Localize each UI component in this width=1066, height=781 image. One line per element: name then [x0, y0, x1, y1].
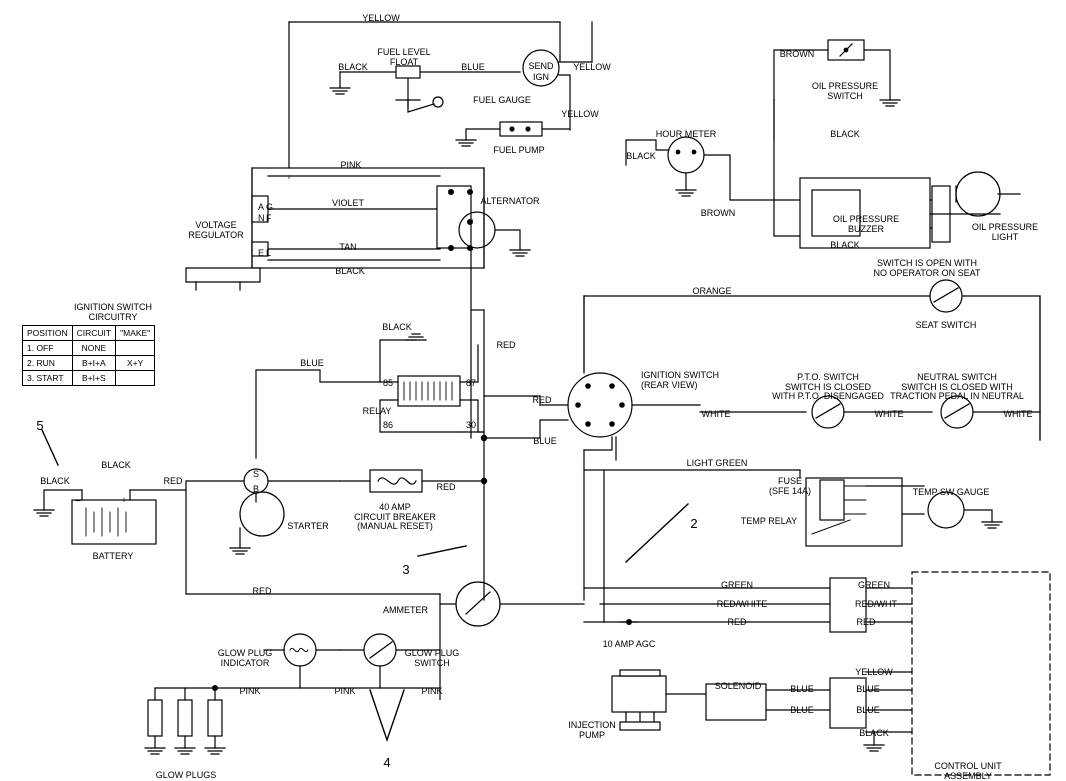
component-label-fuel-gauge: [473, 96, 531, 106]
callout-number-4: 4: [383, 755, 391, 770]
component-label-control-unit-assembly: [934, 762, 1001, 781]
wire-label-black-1: [338, 63, 368, 73]
th-make: "MAKE": [116, 326, 155, 341]
component-label-regulator-terminal-e: [258, 249, 264, 259]
component-label-glow-plug-switch: [405, 649, 460, 668]
component-label-oil-pressure-switch: [812, 82, 878, 101]
wire-label-black-13-line-1: BLACK: [335, 266, 365, 276]
wire-label-blue-41-line-1: BLUE: [790, 705, 814, 715]
wire-label-red-wht-33-line-1: RED/WHT: [855, 599, 897, 609]
component-label-relay-line-1: RELAY: [362, 406, 392, 416]
wire-label-blue-39: [790, 685, 814, 695]
wire-label-black-1-line-1: BLACK: [338, 62, 368, 72]
component-label-fuel-gauge-line-1: FUEL GAUGE: [473, 95, 531, 105]
component-label-fuse-sfe14a-line-2: (SFE 14A): [768, 485, 812, 496]
wire-label-blue-40: [856, 685, 880, 695]
component-label-circuit-breaker-line-2: CIRCUIT BREAKER: [354, 511, 436, 522]
wire-label-white-22: [1004, 410, 1033, 420]
wire-label-violet-11: [332, 199, 364, 209]
component-label-ignition-switch-line-1: IGNITION SWITCH: [641, 370, 719, 380]
component-label-alternator-plus-line-1: +: [468, 215, 474, 225]
wire-label-red-15: [496, 341, 515, 351]
component-label-relay-terminal-30-line-1: 30: [465, 420, 477, 430]
component-label-fuel-gauge-ign: [533, 73, 549, 83]
wire-label-brown-5: [780, 50, 815, 60]
component-label-relay-terminal-85: [383, 379, 393, 389]
component-label-regulator-terminal-g-line-1: G: [266, 202, 274, 212]
component-label-circuit-breaker: [354, 503, 436, 532]
wire-label-pink-35-line-1: PINK: [239, 686, 261, 696]
component-label-ignition-switch-line-2: (REAR VIEW): [641, 379, 698, 390]
component-label-control-unit-assembly-line-2: ASSEMBLY: [944, 770, 992, 781]
component-label-regulator-terminal-f: [266, 214, 272, 224]
wire-label-black-7: [626, 152, 656, 162]
component-label-solenoid-line-1: SOLENOID: [714, 681, 762, 691]
wire-label-red-18: [532, 396, 551, 406]
wire-label-black-13: [335, 267, 365, 277]
component-label-starter-terminal-s: [253, 470, 259, 480]
component-label-regulator-terminal-l: [266, 249, 271, 259]
component-label-regulator-terminal-n-line-1: N: [258, 213, 265, 223]
wire-label-white-20-line-1: WHITE: [701, 409, 731, 419]
wire-label-green-29-line-1: GREEN: [720, 580, 754, 590]
table-row: [23, 341, 155, 356]
component-label-alternator-plus: [468, 216, 473, 226]
wire-label-light-green-23-line-1: LIGHT GREEN: [686, 458, 748, 468]
wire-label-red-27: [436, 483, 455, 493]
component-label-fuel-pump: [493, 146, 544, 156]
callout-number-3: 3: [402, 562, 410, 577]
component-label-voltage-regulator-line-1: VOLTAGE: [195, 220, 237, 230]
wire-label-red-18-line-1: RED: [532, 395, 552, 405]
wire-label-red-26-line-1: RED: [163, 476, 183, 486]
component-label-regulator-terminal-e-line-1: E: [258, 248, 265, 258]
wire-label-white-21: [875, 410, 904, 420]
component-label-regulator-terminal-g: [266, 203, 273, 213]
wire-label-blue-41: [790, 706, 814, 716]
wire-label-blue-40-line-1: BLUE: [856, 684, 880, 694]
component-label-fuel-level-float: [377, 48, 430, 67]
wire-label-pink-37: [421, 687, 442, 697]
component-label-alternator-minus-line-1: –: [468, 244, 474, 254]
component-label-starter: [287, 522, 328, 532]
component-label-ignition-switch: [641, 371, 719, 390]
wire-label-blue-17-line-1: BLUE: [300, 358, 324, 368]
component-label-agc-fuse: [603, 640, 656, 650]
component-label-battery-line-1: BATTERY: [92, 551, 134, 561]
wire-label-black-16-line-1: BLACK: [382, 322, 412, 332]
component-label-hour-meter: [656, 130, 717, 140]
component-label-relay-terminal-87-line-1: 87: [465, 378, 477, 388]
component-label-neutral-switch-line-1: NEUTRAL SWITCH: [917, 372, 997, 382]
component-label-relay-terminal-87: [466, 379, 476, 389]
component-label-fuel-gauge-ign-line-1: IGN: [532, 72, 550, 82]
component-label-starter-terminal-s-line-1: S: [253, 469, 260, 479]
wire-label-red-28: [252, 587, 271, 597]
cell-position-1: 1. OFF: [23, 341, 73, 356]
component-label-control-unit-assembly-line-1: CONTROL UNIT: [934, 761, 1002, 771]
wire-label-red-31: [727, 618, 746, 628]
wire-label-pink-36: [334, 687, 355, 697]
component-label-fuel-gauge-send: [528, 62, 553, 72]
wire-label-black-9: [830, 241, 860, 251]
th-position: POSITION: [23, 326, 73, 341]
component-label-regulator-terminal-a-line-1: A: [258, 202, 265, 212]
wire-label-brown-8-line-1: BROWN: [700, 208, 736, 218]
callout-number-5: 5: [36, 418, 44, 433]
wire-label-red-15-line-1: RED: [496, 340, 516, 350]
wire-label-red-white-30-line-1: RED/WHITE: [716, 599, 768, 609]
cell-circuit-3: B+I+S: [72, 371, 115, 386]
component-label-glow-plug-indicator: [218, 649, 273, 668]
component-label-seat-switch-note: [873, 259, 980, 278]
wire-label-pink-36-line-1: PINK: [334, 686, 356, 696]
component-label-circuit-breaker-line-3: (MANUAL RESET): [357, 521, 433, 532]
wire-label-yellow-38-line-1: YELLOW: [855, 667, 893, 677]
component-label-glow-plug-switch-line-1: GLOW PLUG: [404, 648, 460, 658]
wire-label-yellow-4-line-1: YELLOW: [561, 109, 599, 119]
component-label-oil-pressure-buzzer-line-2: BUZZER: [848, 223, 884, 234]
component-label-neutral-switch-line-3: TRACTION PEDAL IN NEUTRAL: [890, 391, 1024, 402]
wire-label-red-26: [163, 477, 182, 487]
component-label-injection-pump-line-1: INJECTION: [568, 720, 616, 730]
component-label-pto-switch-line-3: WITH P.T.O. DISENGAGED: [772, 391, 884, 402]
cell-position-3: 3. START: [23, 371, 73, 386]
wire-label-brown-5-line-1: BROWN: [779, 49, 815, 59]
wire-label-blue-42: [856, 706, 880, 716]
wire-label-black-9-line-1: BLACK: [830, 240, 860, 250]
component-label-temp-relay-line-1: TEMP RELAY: [740, 516, 798, 526]
component-label-oil-pressure-buzzer-line-1: OIL PRESSURE: [832, 214, 900, 224]
wire-label-black-25: [40, 477, 70, 487]
wire-label-yellow-38: [855, 668, 893, 678]
component-label-circuit-breaker-line-1: 40 AMP: [379, 502, 411, 512]
wire-label-brown-8: [701, 209, 736, 219]
component-label-regulator-terminal-n: [258, 214, 265, 224]
wire-label-yellow-3-line-1: YELLOW: [573, 62, 611, 72]
wire-label-black-16: [382, 323, 412, 333]
component-label-neutral-switch-line-2: SWITCH IS CLOSED WITH: [901, 381, 1013, 392]
component-label-pto-switch: [772, 373, 884, 402]
wire-label-green-32: [858, 581, 890, 591]
component-label-seat-switch-note-line-2: NO OPERATOR ON SEAT: [873, 267, 981, 278]
component-label-temp-sw-gauge: [913, 488, 990, 498]
table-header-row: [23, 326, 155, 341]
component-label-seat-switch-note-line-1: SWITCH IS OPEN WITH: [876, 258, 977, 268]
cell-make-2: X+Y: [116, 356, 155, 371]
component-label-glow-plugs: [156, 771, 217, 781]
wire-label-light-green-23: [687, 459, 748, 469]
component-label-pto-switch-line-2: SWITCH IS CLOSED: [784, 381, 872, 392]
wire-label-tan-12: [339, 243, 356, 253]
cell-circuit-1: NONE: [72, 341, 115, 356]
wire-label-black-6-line-1: BLACK: [830, 129, 860, 139]
ignition-switch-table: [22, 325, 155, 386]
ignition-table-caption-line2: CIRCUITRY: [88, 312, 138, 322]
wire-label-pink-35: [239, 687, 260, 697]
component-label-battery-minus-line-1: –: [75, 495, 81, 505]
wire-label-yellow-3: [573, 63, 611, 73]
component-label-fuel-pump-line-1: FUEL PUMP: [493, 145, 545, 155]
cell-make-3: [116, 371, 155, 386]
wire-label-red-31-line-1: RED: [727, 617, 747, 627]
wire-label-red-wht-33: [855, 600, 897, 610]
component-label-injection-pump-line-2: PUMP: [578, 729, 606, 740]
wire-label-pink-37-line-1: PINK: [421, 686, 443, 696]
component-label-relay: [363, 407, 392, 417]
component-label-seat-switch-line-1: SEAT SWITCH: [915, 320, 977, 330]
component-label-agc-fuse-line-1: 10 AMP AGC: [602, 639, 656, 649]
component-label-battery-minus: [75, 496, 80, 506]
component-label-oil-pressure-light-line-2: LIGHT: [991, 231, 1019, 242]
component-label-fuel-gauge-send-line-1: SEND: [528, 61, 554, 71]
component-label-regulator-terminal-a: [258, 203, 264, 213]
component-label-voltage-regulator: [188, 221, 243, 240]
component-label-alternator-line-1: ALTERNATOR: [480, 196, 540, 206]
component-label-ammeter-line-1: AMMETER: [383, 605, 428, 615]
component-label-seat-switch: [916, 321, 977, 331]
wire-label-red-white-30: [717, 600, 768, 610]
wire-label-blue-39-line-1: BLUE: [790, 684, 814, 694]
wire-label-white-20: [702, 410, 731, 420]
wire-label-orange-14: [692, 287, 731, 297]
wire-label-black-6: [830, 130, 860, 140]
component-label-relay-terminal-85-line-1: 85: [382, 378, 394, 388]
wire-label-green-32-line-1: GREEN: [857, 580, 891, 590]
wire-label-blue-19-line-1: BLUE: [533, 436, 557, 446]
component-label-glow-plug-indicator-line-2: INDICATOR: [220, 657, 270, 668]
wire-label-black-24: [101, 461, 131, 471]
wire-label-blue-2: [461, 63, 485, 73]
component-label-fuel-level-float-line-2: FLOAT: [389, 56, 419, 67]
component-label-glow-plug-switch-line-2: SWITCH: [414, 657, 450, 668]
wire-label-orange-14-line-1: ORANGE: [692, 286, 732, 296]
cell-position-2: 2. RUN: [23, 356, 73, 371]
wire-label-white-22-line-1: WHITE: [1003, 409, 1033, 419]
wire-label-blue-42-line-1: BLUE: [856, 705, 880, 715]
component-label-pto-switch-line-1: P.T.O. SWITCH: [797, 372, 859, 382]
wire-label-pink-10-line-1: PINK: [340, 160, 362, 170]
cell-make-1: [116, 341, 155, 356]
component-label-temp-relay: [741, 517, 797, 527]
table-row: [23, 356, 155, 371]
wire-label-red-28-line-1: RED: [252, 586, 272, 596]
wire-label-blue-17: [300, 359, 324, 369]
component-label-alternator: [480, 197, 539, 207]
component-label-battery: [93, 552, 134, 562]
wire-label-black-24-line-1: BLACK: [101, 460, 131, 470]
component-label-hour-meter-line-1: HOUR METER: [655, 129, 717, 139]
wire-label-green-29: [721, 581, 753, 591]
wire-label-black-43: [859, 729, 889, 739]
callout-number-2: 2: [690, 516, 698, 531]
wire-label-yellow-0: [362, 14, 400, 24]
wire-label-red-27-line-1: RED: [436, 482, 456, 492]
wire-label-yellow-0-line-1: YELLOW: [362, 13, 400, 23]
th-circuit: CIRCUIT: [72, 326, 115, 341]
wire-label-red-34-line-1: RED: [856, 617, 876, 627]
cell-circuit-2: B+I+A: [72, 356, 115, 371]
wire-label-white-21-line-1: WHITE: [874, 409, 904, 419]
wire-label-blue-19: [533, 437, 557, 447]
component-label-fuse-sfe14a-line-1: FUSE: [777, 476, 803, 486]
component-label-battery-plus: [121, 496, 126, 506]
component-label-starter-line-1: STARTER: [287, 521, 329, 531]
wire-label-yellow-4: [561, 110, 599, 120]
component-label-oil-pressure-light: [972, 223, 1038, 242]
component-label-starter-terminal-b-line-1: B: [253, 484, 260, 494]
component-label-solenoid: [715, 682, 762, 692]
component-label-fuel-level-float-line-1: FUEL LEVEL: [377, 47, 431, 57]
component-label-alternator-minus: [468, 245, 473, 255]
wire-label-pink-10: [340, 161, 361, 171]
component-label-temp-sw-gauge-line-1: TEMP SW GAUGE: [912, 487, 990, 497]
component-label-relay-terminal-86-line-1: 86: [382, 420, 394, 430]
component-label-oil-pressure-switch-line-2: SWITCH: [827, 90, 863, 101]
wire-label-violet-11-line-1: VIOLET: [331, 198, 365, 208]
component-label-ammeter: [383, 606, 428, 616]
table-row: [23, 371, 155, 386]
component-label-glow-plug-indicator-line-1: GLOW PLUG: [217, 648, 273, 658]
component-label-battery-plus-line-1: +: [121, 495, 127, 505]
wire-label-blue-2-line-1: BLUE: [461, 62, 485, 72]
component-label-oil-pressure-light-line-1: OIL PRESSURE: [971, 222, 1039, 232]
component-label-relay-terminal-86: [383, 421, 393, 431]
component-label-neutral-switch: [890, 373, 1024, 402]
wire-label-black-7-line-1: BLACK: [626, 151, 656, 161]
wire-label-tan-12-line-1: TAN: [339, 242, 357, 252]
component-label-glow-plugs-line-1: GLOW PLUGS: [155, 770, 217, 780]
component-label-starter-terminal-b: [253, 485, 259, 495]
wire-label-black-25-line-1: BLACK: [40, 476, 70, 486]
wire-label-red-34: [856, 618, 875, 628]
ignition-table-caption-line1: IGNITION SWITCH: [74, 302, 152, 312]
component-label-regulator-terminal-f-line-1: F: [266, 213, 272, 223]
component-label-relay-terminal-30: [466, 421, 476, 431]
component-label-oil-pressure-buzzer: [833, 215, 899, 234]
component-label-injection-pump: [568, 721, 616, 740]
component-label-oil-pressure-switch-line-1: OIL PRESSURE: [811, 81, 879, 91]
component-label-regulator-terminal-l-line-1: L: [266, 248, 272, 258]
component-label-fuse-sfe14a: [769, 477, 811, 496]
wire-label-black-43-line-1: BLACK: [859, 728, 889, 738]
component-label-voltage-regulator-line-2: REGULATOR: [188, 229, 244, 240]
